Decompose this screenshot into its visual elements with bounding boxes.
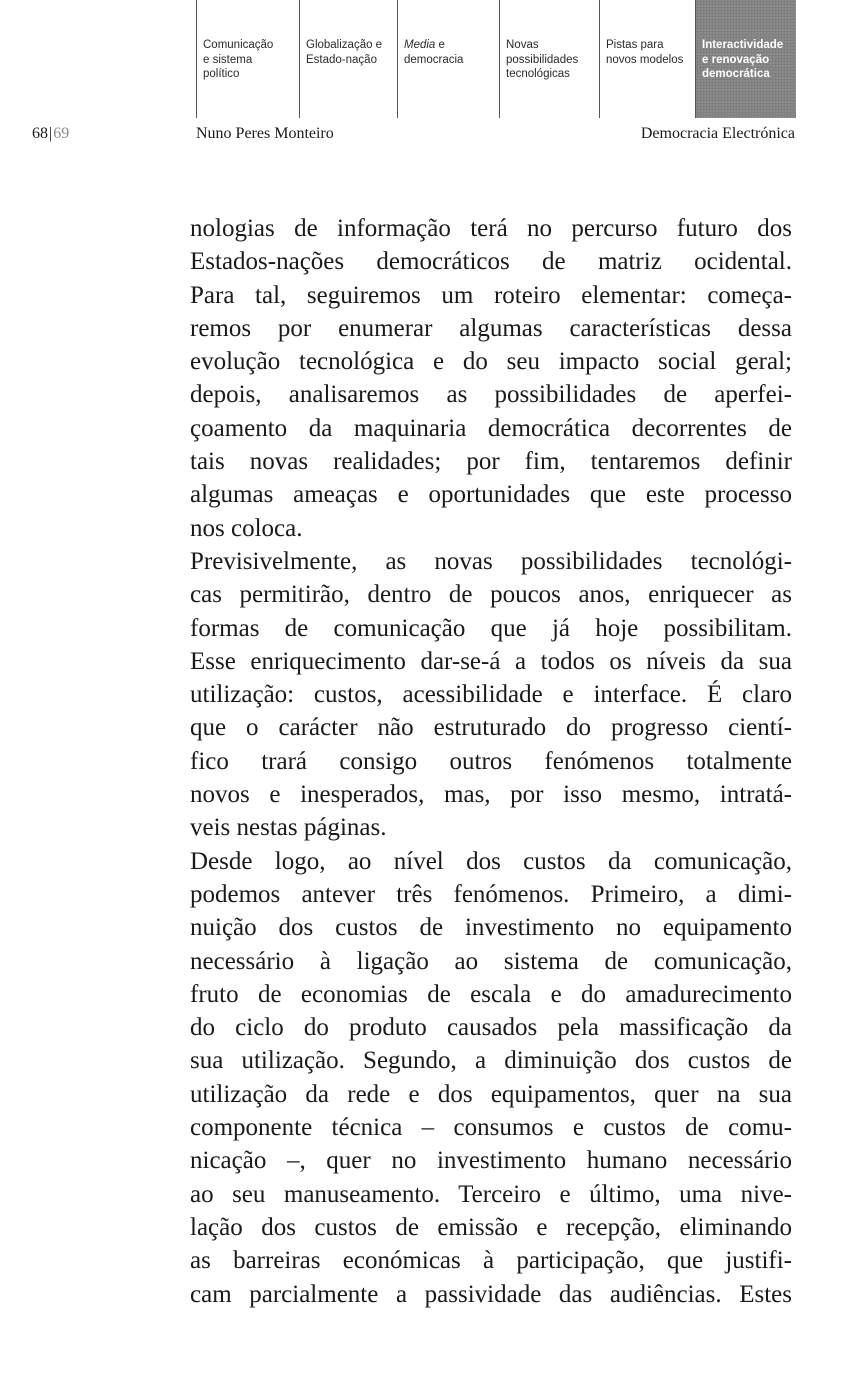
text-line: Previsivelmente, as novas possibilidades tecnológi-: [190, 547, 792, 575]
text-line: necessário à ligação ao sistema de comunicação,: [190, 947, 792, 975]
nav-item-line: Novas: [506, 39, 539, 51]
text-line: nicação –, quer no investimento humano necessário: [190, 1147, 792, 1175]
text-line: depois, analisaremos as possibilidades de aperfei-: [190, 381, 792, 409]
text-line: cam parcialmente a passividade das audiências. Estes: [190, 1280, 792, 1308]
nav-item-novas-possibilidades[interactable]: [500, 0, 600, 118]
nav-item-line: e renovação: [702, 53, 770, 66]
text-line: Estados-nações democráticos de matriz ocidental.: [190, 248, 792, 276]
nav-item-line: Globalização e: [306, 39, 383, 51]
text-line: do ciclo do produto causados pela massificação da: [190, 1014, 792, 1042]
text-line: utilização: custos, acessibilidade e interface. É claro: [190, 681, 792, 709]
author-name: Nuno Peres Monteiro: [196, 125, 334, 142]
text-line: formas de comunicação que já hoje possibilitam.: [190, 614, 792, 642]
nav-item-interactividade-active[interactable]: [696, 0, 796, 118]
text-line: as barreiras económicas à participação, que justifi-: [190, 1247, 792, 1275]
text-line: nuição dos custos de investimento no equipamento: [190, 914, 792, 942]
text-line: ao seu manuseamento. Terceiro e último, uma nive-: [190, 1180, 792, 1208]
nav-item-line: Pistas para: [606, 39, 664, 51]
nav-item-line: Media e: [404, 39, 445, 51]
text-line: podemos antever três fenómenos. Primeiro, a dimi-: [190, 880, 792, 908]
text-line: sua utilização. Segundo, a diminuição dos custos de: [190, 1047, 792, 1075]
text-line: Desde logo, ao nível dos custos da comunicação,: [190, 847, 792, 875]
text-line: utilização da rede e dos equipamentos, quer na sua: [190, 1080, 792, 1108]
nav-item-line: possibilidades: [506, 53, 579, 66]
nav-item-line: Comunicação: [203, 39, 274, 51]
text-line: veis nestas páginas.: [190, 814, 387, 842]
text-line: remos por enumerar algumas características dessa: [190, 314, 792, 342]
text-line: novos e inesperados, mas, por isso mesmo, intratá-: [190, 781, 792, 809]
running-header: [0, 125, 841, 149]
text-line: fico trará consigo outros fenómenos totalmente: [190, 747, 792, 775]
nav-item-comunicacao[interactable]: [197, 0, 300, 118]
nav-item-line: Estado-nação: [306, 53, 377, 66]
text-line: çoamento da maquinaria democrática decorrentes de: [190, 414, 792, 442]
nav-item-line: democrática: [702, 68, 770, 80]
text-line: componente técnica – consumos e custos de comu-: [190, 1114, 792, 1142]
text-line: algumas ameaças e oportunidades que este processo: [190, 481, 792, 509]
text-line: nologias de informação terá no percurso futuro dos: [190, 215, 792, 242]
nav-item-globalizacao[interactable]: [300, 0, 398, 118]
nav-item-line: Interactividade: [702, 39, 784, 51]
text-line: Esse enriquecimento dar-se-á a todos os níveis da sua: [190, 647, 792, 675]
book-title: Democracia Electrónica: [640, 125, 795, 142]
text-line: fruto de economias de escala e do amadurecimento: [190, 980, 792, 1008]
text-line: cas permitirão, dentro de poucos anos, enriquecer as: [190, 581, 792, 609]
nav-item-italic-word: Media: [404, 39, 436, 51]
text-line: evolução tecnológica e do seu impacto social geral;: [190, 348, 792, 376]
page-number-next: 69: [53, 125, 70, 142]
nav-item-line: político: [203, 68, 240, 80]
text-line: nos coloca.: [190, 514, 303, 542]
text-line: que o carácter não estruturado do progresso cientí-: [190, 714, 792, 742]
page-number-separator: |: [49, 125, 53, 142]
nav-item-line: tecnológicas: [506, 68, 570, 80]
nav-item-media[interactable]: [398, 0, 500, 118]
nav-item-line: e sistema: [203, 53, 253, 66]
page-number-current: 68: [32, 125, 48, 142]
nav-item-line: novos modelos: [606, 53, 684, 66]
page-numbers: [32, 125, 69, 143]
nav-item-line: democracia: [404, 53, 464, 66]
text-line: lação dos custos de emissão e recepção, eliminando: [190, 1213, 792, 1241]
text-line: Para tal, seguiremos um roteiro elementar: começa-: [190, 281, 792, 309]
body-text: [190, 212, 792, 1311]
chapter-navigation: [196, 0, 796, 118]
text-line: tais novas realidades; por fim, tentaremos definir: [190, 448, 792, 476]
nav-item-pistas[interactable]: [600, 0, 696, 118]
